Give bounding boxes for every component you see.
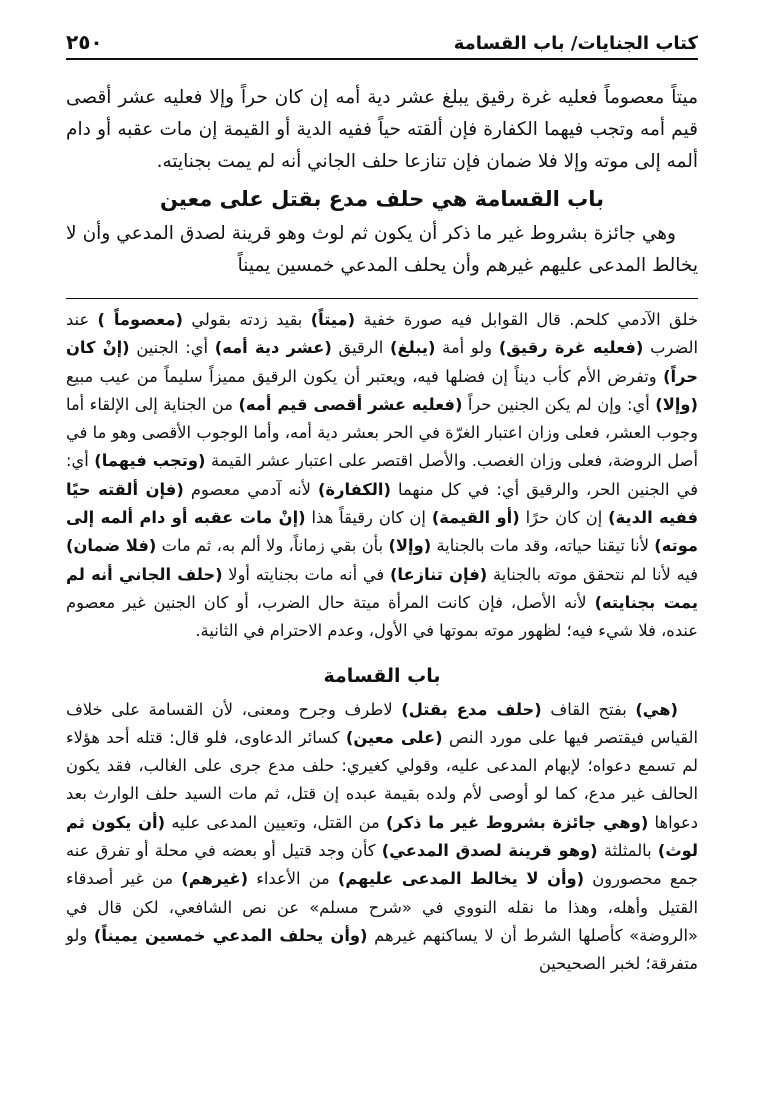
quoted-base-text: (فإن تنازعا) [389,564,488,584]
quoted-base-text: (فعليه عشر أقصى قيم أمه) [238,394,463,414]
commentary-text: لاطرف وجرح ومعنى، لأن القسامة على خلاف القياس فيقتصر فيها على مورد النص [66,699,698,747]
commentary-text: من القتل، وتعيين المدعى عليه [165,812,387,832]
commentary [66,306,698,979]
quoted-base-text: (أن يكون ثم لوث) [66,812,698,861]
main-text-paragraph-1: ميتاً معصوماً فعليه غرة رقيق يبلغ عشر دية أمه إن كان حراً وإلا فعليه عشر أقصى قيم أمه وتجب فيهما الكفارة فإن ألقته حياً ففيه الدية أو القيمة إن مات عقبه أو دام ألمه إلى موته وإلا فلا ضمان فإن تنازعا حلف الجاني أنه لم يمت بجنايته. [66,87,698,172]
commentary-text: أي: الجنين [129,338,215,358]
quoted-base-text: (وإلا) [388,536,432,556]
commentary-text: أي: في الجنين الحر، والرقيق أي: في كل منهما [66,451,698,499]
quoted-base-text: (حلف مدع بقتل) [401,699,542,719]
main-text-paragraph-2: وهي جائزة بشروط غير ما ذكر أن يكون ثم لوث وهو قرينة لصدق المدعي وأن لا يخالط المدعى عليهم غيرهم وأن يحلف المدعي خمسين يميناً [66,223,698,276]
quoted-base-text: (على معين) [345,727,443,747]
quoted-base-text: (وهي جائزة بشروط غير ما ذكر) [386,812,649,832]
commentary-text: ولو أمة [435,338,499,358]
commentary-text: الرقيق [331,338,390,358]
quoted-base-text: (وهو قرينة لصدق المدعي) [381,841,598,861]
chapter-heading: باب القسامة هي حلف مدع بقتل على معين [159,187,605,211]
commentary-text: بقيد زدته بقولي [182,310,311,329]
section-divider [66,298,698,299]
commentary-text: عند الضرب [66,310,699,358]
commentary-text: لأنه آدمي معصوم [183,479,319,499]
running-title: كتاب الجنايات/ باب القسامة [453,33,698,54]
commentary-text: كأن وجد قتيل أو بعضه في محلة أو تفرق عنه جمع محصورون [66,841,698,889]
commentary-text: فيه لأنا لم نتحقق موته بالجناية [487,564,698,584]
quoted-base-text: (فإن ألقته حيًا ففيه الدية) [66,479,699,528]
quoted-base-text: (فعليه غرة رقيق) [498,338,644,358]
commentary-text: من الجناية إلى الإلقاء أما وجوب العشر، فعلى وزان اعتبار الغرّة في الحر بعشر دية أمه، وأما الوجوب الأقصى وهو ما في أصل الروضة، فعلى وزان الغصب. والأصل اقتصر على اعتبار عشر القيمة [66,394,698,471]
quoted-base-text: (وأن يحلف المدعي خمسين يميناً) [93,925,368,945]
quoted-base-text: (وإلا) [655,394,698,414]
quoted-base-text: (هي) [635,699,679,719]
commentary-text: كسائر الدعاوى، فلو قال: قتله أحد هؤلاء لم تسمع دعواه؛ لإبهام المدعى عليه، وقولي كغيري: حلف مدع جرى على الغالب، فقد يكون الحالف غير مدع، كما لو أوصى لأم ولده بقيمة عبده إن قتل، ثم مات السيد حلف الوارث بعد دعواها [66,727,698,832]
commentary-text: بفتح القاف [541,699,636,719]
quoted-base-text: (فلا ضمان) [66,536,157,556]
commentary-text: بأن بقي زماناً، ولا ألم به، ثم مات [156,536,389,556]
quoted-base-text: (غيرهم) [181,869,249,889]
quoted-base-text: (الكفارة) [318,479,391,499]
commentary-text: من غير أصدقاء القتيل وأهله، وهذا ما نقله النووي في «شرح مسلم» عن نص الشافعي، لكن قال في «الروضة» كأصلها الشرط أن لا يساكنهم غيرهم [66,869,698,945]
quoted-base-text: (وأن لا يخالط المدعى عليهم) [337,869,585,889]
commentary-chapter-heading: باب القسامة [323,664,441,687]
quoted-base-text: (إنْ كان حراً) [66,338,698,386]
quoted-base-text: (حلف الجاني أنه لم يمت بجنايته) [66,564,698,612]
page-header [66,30,698,60]
commentary-paragraph-1 [66,306,698,646]
quoted-base-text: (ميتاً) [310,310,356,329]
commentary-text: بالمثلثة [597,841,658,861]
page-number: ٢٥٠ [66,30,103,54]
main-text [66,82,698,282]
commentary-text: ولو متفرقة؛ لخبر الصحيحين [66,925,698,974]
commentary-text: أي: وإن لم يكن الجنين حراً [462,394,656,414]
commentary-text: إن كان حرًا [519,508,609,528]
quoted-base-text: (وتجب فيهما) [94,451,206,471]
quoted-base-text: (أو القيمة) [431,508,520,528]
commentary-text: من الأعداء [248,869,338,889]
quoted-base-text: (إنْ مات عقبه أو دام ألمه إلى موته) [66,508,699,556]
commentary-text: إن كان رقيقاً هذا [305,508,432,528]
commentary-text: وتفرض الأم كأب ديناً إن فضلها فيه، ويعتبر أن يكون الرقيق مميزاً سليماً من عيب مبيع [66,366,664,386]
commentary-text: لأنا تيقنا حياته، وقد مات بالجناية [431,536,655,556]
quoted-base-text: (عشر دية أمه) [214,338,332,358]
commentary-text: في أنه مات بجنايته أولا [222,564,390,584]
commentary-paragraph-2 [66,696,698,979]
commentary-text: لأنه الأصل، فإن كانت المرأة ميتة حال الضرب، أو كان الجنين غير معصوم عنده، فلا شيء فيه؛ لظهور موته بموتها في الأول، وعدم الاحترام في الثانية. [66,592,698,641]
commentary-text: خلق الآدمي كلحم. قال القوابل فيه صورة خفية [355,310,699,329]
quoted-base-text: (معصوماً ) [97,310,183,329]
quoted-base-text: (يبلغ) [390,338,436,358]
